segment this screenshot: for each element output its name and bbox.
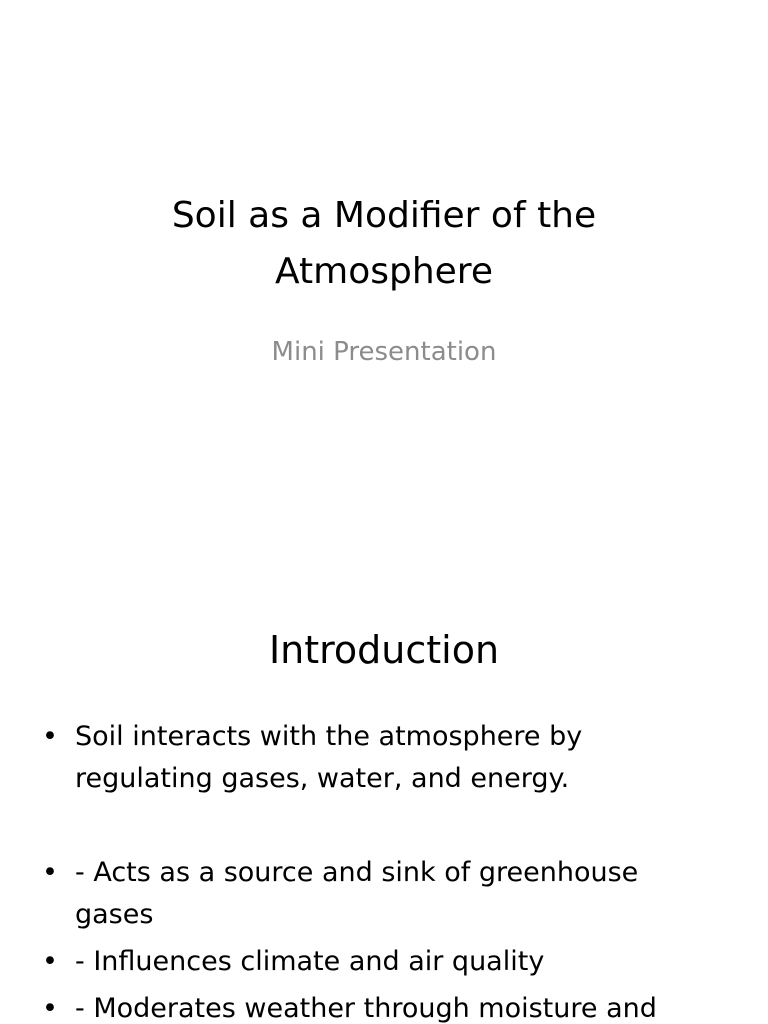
introduction-slide (0, 576, 768, 1024)
bullet-item: • - Influences climate and air quality (42, 941, 702, 983)
slide-title-line-2: Atmosphere (275, 251, 493, 292)
bullet-list (42, 716, 702, 1024)
bullet-item: • - Acts as a source and sink of greenhouse gases (42, 852, 702, 936)
slide-title (60, 188, 708, 300)
slide-title-line-1: Soil as a Modifier of the (171, 195, 597, 236)
slide-subtitle: Mini Presentation (271, 337, 497, 367)
bullet-item: • Soil interacts with the atmosphere by regulating gases, water, and energy. (42, 716, 702, 800)
bullet-item: • - Moderates weather through moisture and (42, 988, 702, 1024)
slide-heading: Introduction (268, 628, 500, 672)
